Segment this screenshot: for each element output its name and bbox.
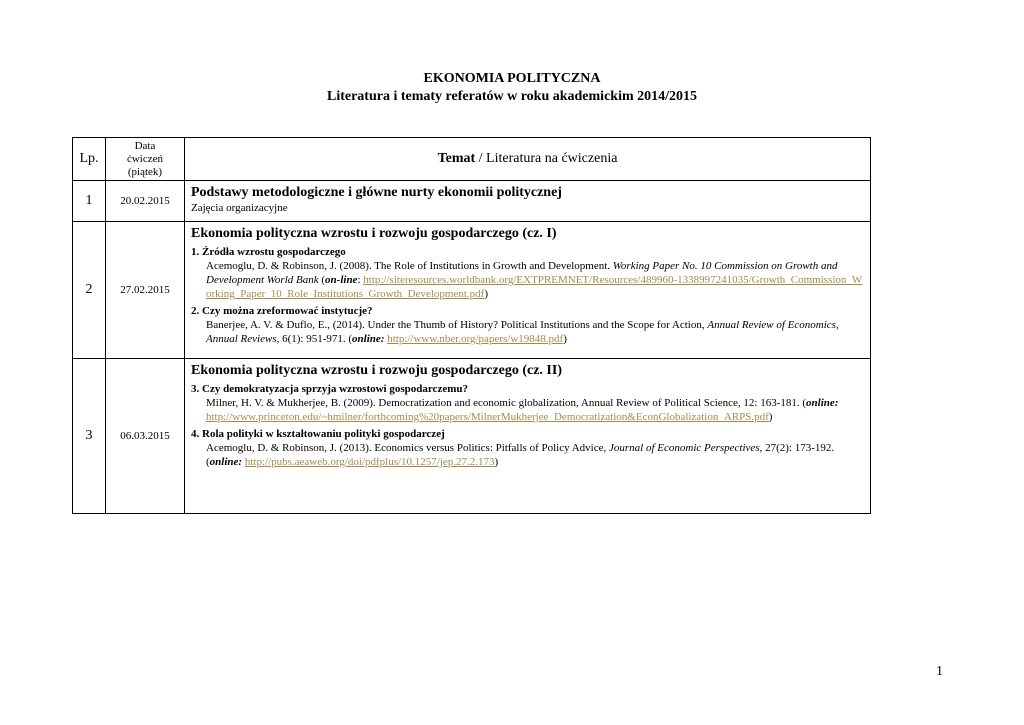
- ref-online-label: online:: [806, 397, 839, 409]
- ref-text: ): [484, 288, 488, 300]
- ref-online-label: online:: [352, 333, 385, 345]
- topic-title: Ekonomia polityczna wzrostu i rozwoju gospodarczego (cz. II): [191, 363, 562, 378]
- header-topic-bold: Temat: [437, 151, 476, 166]
- table-row: [73, 181, 871, 222]
- header-lp: [73, 138, 106, 181]
- row-topic: [185, 222, 871, 359]
- question-heading: 2. Czy można zreformować instytucje?: [191, 305, 373, 317]
- ref-italic: Annual Review of Economics, Annual Reviews: [206, 319, 839, 345]
- ref-italic: Journal of Economic Perspectives: [609, 442, 760, 454]
- ref-text: , 27(2): 173-192. (: [206, 442, 835, 468]
- reference-link[interactable]: http://www.nber.org/papers/w19848.pdf: [387, 333, 564, 345]
- ref-online-label: on-line: [325, 274, 358, 286]
- table-row: [73, 359, 871, 514]
- question-heading: 4. Rola polityki w kształtowaniu polityki gospodarczej: [191, 428, 445, 440]
- subtitle-line: Literatura i tematy referatów w roku akademickim 2014/2015: [326, 89, 698, 104]
- document-title: [0, 70, 1024, 106]
- topic-title: Ekonomia polityczna wzrostu i rozwoju gospodarczego (cz. I): [191, 226, 557, 241]
- row-topic: [185, 181, 871, 222]
- ref-online-label: online:: [209, 456, 243, 468]
- syllabus-table: [72, 137, 871, 514]
- row-date: 27.02.2015: [106, 222, 185, 359]
- header-topic-rest: / Literatura na ćwiczenia: [475, 151, 618, 166]
- ref-text: (: [318, 274, 326, 286]
- title-line: EKONOMIA POLITYCZNA: [423, 71, 601, 86]
- row-lp: 2: [73, 222, 106, 359]
- header-topic: [185, 138, 871, 181]
- question-heading: 3. Czy demokratyzacja sprzyja wzrostowi gospodarczemu?: [191, 383, 468, 395]
- table-header-row: [73, 138, 871, 181]
- header-date: [106, 138, 185, 181]
- ref-text: Banerjee, A. V. & Duflo, E., (2014). Under the Thumb of History? Political Institutions and the Scope for Action,: [206, 319, 708, 331]
- reference-entry: [191, 259, 864, 301]
- reference-link[interactable]: http://www.princeton.edu/~hmilner/forthcoming%20papers/MilnerMukherjee_Democratization&EconGlobalization_ARPS.pdf: [206, 411, 769, 423]
- row-topic: [185, 359, 871, 514]
- ref-text: :: [357, 274, 364, 286]
- header-date-line3: (piątek): [127, 165, 163, 178]
- ref-text: Acemoglu, D. & Robinson, J. (2008). The Role of Institutions in Growth and Development.: [206, 260, 613, 272]
- header-date-line1: Data: [134, 139, 156, 152]
- question-heading: 1. Źródła wzrostu gospodarczego: [191, 246, 346, 258]
- reference-link[interactable]: http://siteresources.worldbank.org/EXTPREMNET/Resources/489960-1338997241035/Growth_Commission_Working_Paper_10_Role_Institutions_Growth_Development.pdf: [206, 274, 863, 300]
- page-number: 1: [936, 664, 943, 679]
- ref-text: Milner, H. V. & Mukherjee, B. (2009). Democratization and economic globalization, Annual Review of Political Science, 12: 163-181. (: [206, 397, 807, 409]
- ref-text: Acemoglu, D. & Robinson, J. (2013). Economics versus Politics: Pitfalls of Policy Advice,: [206, 442, 609, 454]
- row-date: 06.03.2015: [106, 359, 185, 514]
- reference-link[interactable]: http://pubs.aeaweb.org/doi/pdfplus/10.1257/jep.27.2.173: [244, 456, 495, 468]
- ref-text: ): [494, 456, 499, 468]
- topic-title: Podstawy metodologiczne i główne nurty ekonomii politycznej: [191, 185, 562, 200]
- reference-entry: [191, 396, 864, 424]
- ref-text: ): [563, 333, 567, 345]
- table-row: [73, 222, 871, 359]
- topic-note: Zajęcia organizacyjne: [191, 202, 288, 214]
- header-lp-label: Lp.: [79, 151, 99, 166]
- header-date-line2: ćwiczeń: [126, 152, 164, 165]
- ref-text: , 6(1): 951-971. (: [276, 333, 353, 345]
- reference-entry: [191, 318, 864, 346]
- ref-text: ): [768, 411, 773, 423]
- reference-entry: [191, 441, 864, 469]
- row-lp: 1: [73, 181, 106, 222]
- row-date: 20.02.2015: [106, 181, 185, 222]
- ref-italic: Working Paper No. 10 Commission on Growth and Development World Bank: [206, 260, 838, 286]
- row-lp: 3: [73, 359, 106, 514]
